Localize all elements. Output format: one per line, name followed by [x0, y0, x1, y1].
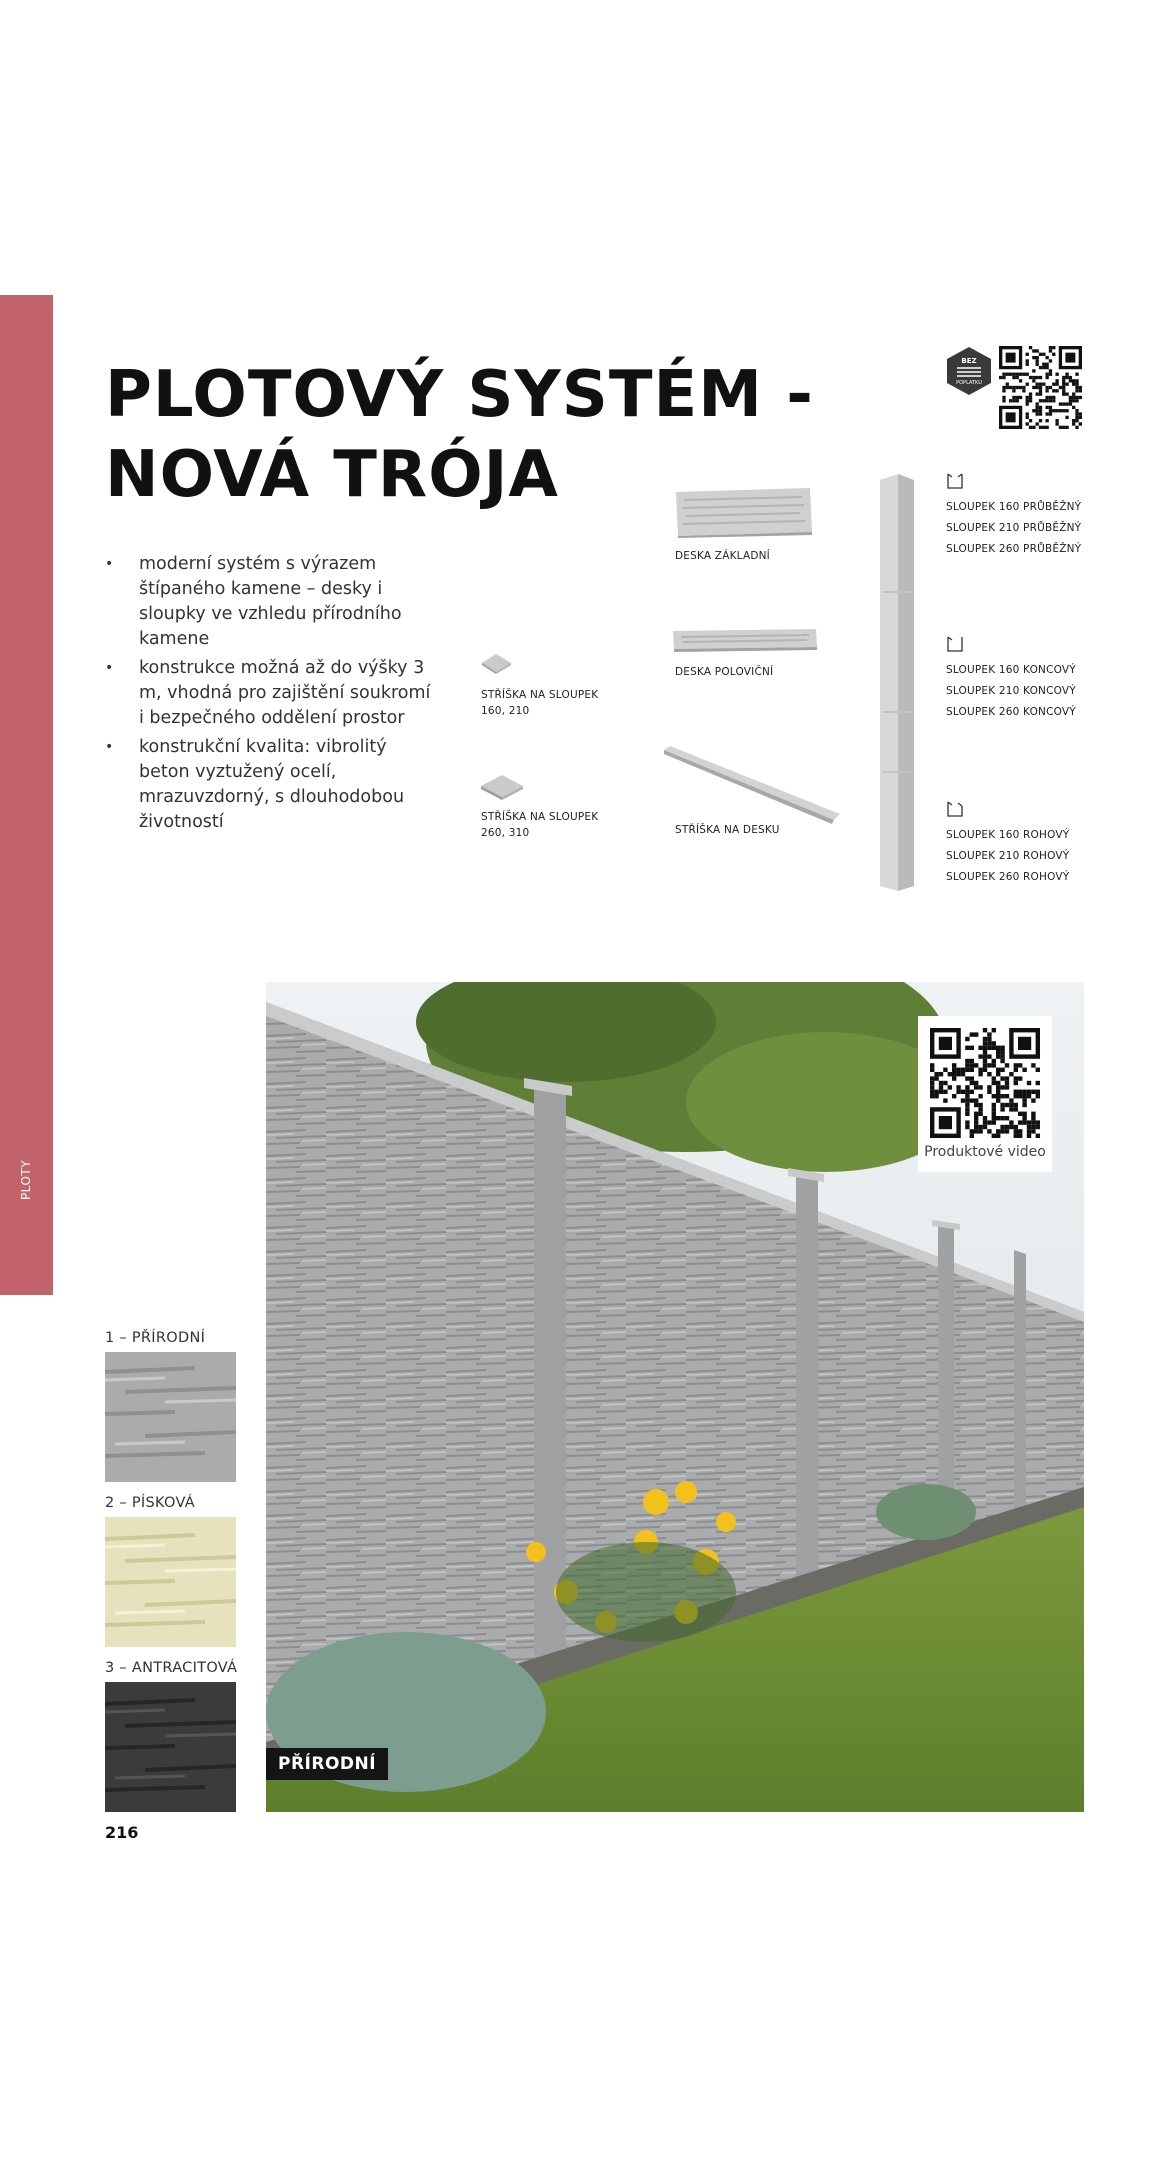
qr-code-icon[interactable] — [999, 346, 1082, 429]
swatch-sand — [105, 1517, 236, 1647]
board-cap-image — [662, 744, 842, 826]
page-title-line-1: PLOTOVÝ SYSTÉM - — [105, 358, 814, 432]
fence-post-image — [876, 472, 916, 892]
free-of-charge-badge-icon — [946, 346, 992, 396]
badge-line-1: BEZ — [961, 357, 977, 365]
swatch-anthracite — [105, 1682, 236, 1812]
board-half-label: DESKA POLOVIČNÍ — [675, 666, 774, 678]
post-cap-small-image — [478, 651, 514, 675]
swatch-label-sand: 2 – PÍSKOVÁ — [105, 1495, 196, 1511]
feature-list — [105, 552, 435, 839]
product-video-qr-code-icon[interactable] — [930, 1028, 1040, 1138]
end-post-icon — [946, 635, 964, 653]
corner-post-icon — [946, 800, 964, 818]
board-half-image — [671, 627, 819, 653]
board-basic-label: DESKA ZÁKLADNÍ — [675, 550, 770, 562]
photo-variant-tag: PŘÍRODNÍ — [266, 1748, 388, 1780]
post-cap-large-image — [478, 771, 526, 801]
post-cap-small-label: STŘÍŠKA NA SLOUPEK 160, 210 — [481, 689, 599, 717]
swatch-natural — [105, 1352, 236, 1482]
post-cap-large-label: STŘÍŠKA NA SLOUPEK 260, 310 — [481, 811, 599, 839]
swatch-label-anthracite: 3 – ANTRACITOVÁ — [105, 1660, 238, 1676]
board-cap-label: STŘÍŠKA NA DESKU — [675, 824, 780, 836]
page-number: 216 — [105, 1823, 139, 1842]
through-post-icon — [946, 472, 964, 490]
feature-item: • konstrukční kvalita: vibrolitý beton vyztužený ocelí, mrazuvzdorný, s dlouhodobou životností — [105, 735, 435, 835]
badge-line-2: POPLATKU — [956, 380, 982, 386]
end-post-labels: SLOUPEK 160 KONCOVÝ SLOUPEK 210 KONCOVÝ SLOUPEK 260 KONCOVÝ — [946, 664, 1076, 718]
product-video-qr-panel[interactable] — [918, 1016, 1052, 1172]
page-title-line-2: NOVÁ TRÓJA — [105, 438, 559, 512]
board-basic-image — [674, 486, 814, 538]
section-sidebar-label: PLOTY — [19, 1159, 33, 1201]
corner-post-labels: SLOUPEK 160 ROHOVÝ SLOUPEK 210 ROHOVÝ SLOUPEK 260 ROHOVÝ — [946, 829, 1070, 883]
feature-item: • konstrukce možná až do výšky 3 m, vhodná pro zajištění soukromí i bezpečného oddělení prostor — [105, 656, 435, 731]
swatch-label-natural: 1 – PŘÍRODNÍ — [105, 1330, 206, 1346]
through-post-labels: SLOUPEK 160 PRŮBĚŽNÝ SLOUPEK 210 PRŮBĚŽNÝ SLOUPEK 260 PRŮBĚŽNÝ — [946, 501, 1082, 555]
fence-photo — [266, 982, 1084, 1812]
product-video-label: Produktové video — [924, 1144, 1046, 1160]
section-sidebar — [0, 295, 53, 1295]
feature-item: • moderní systém s výrazem štípaného kamene – desky i sloupky ve vzhledu přírodního kamene — [105, 552, 435, 652]
